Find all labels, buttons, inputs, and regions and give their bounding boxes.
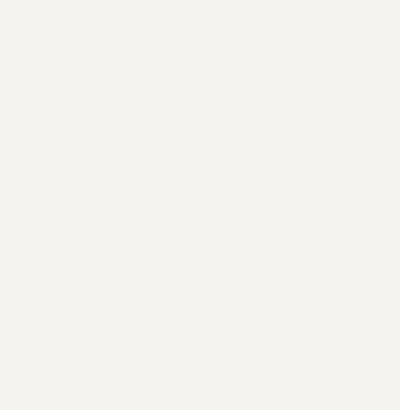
body-paragraph [12,72,390,83]
display-formula [12,84,390,100]
body-paragraph [12,112,390,123]
section-heading [12,60,390,72]
document-body [12,26,390,180]
body-paragraph [12,49,390,60]
section-heading [12,26,390,38]
body-paragraph [12,141,390,152]
body-paragraph [12,38,390,49]
table-caption [12,184,390,194]
body-paragraph [12,152,390,163]
top-formula [12,4,390,26]
body-paragraph [12,101,390,112]
display-formula [12,124,390,140]
display-formula [12,164,390,180]
